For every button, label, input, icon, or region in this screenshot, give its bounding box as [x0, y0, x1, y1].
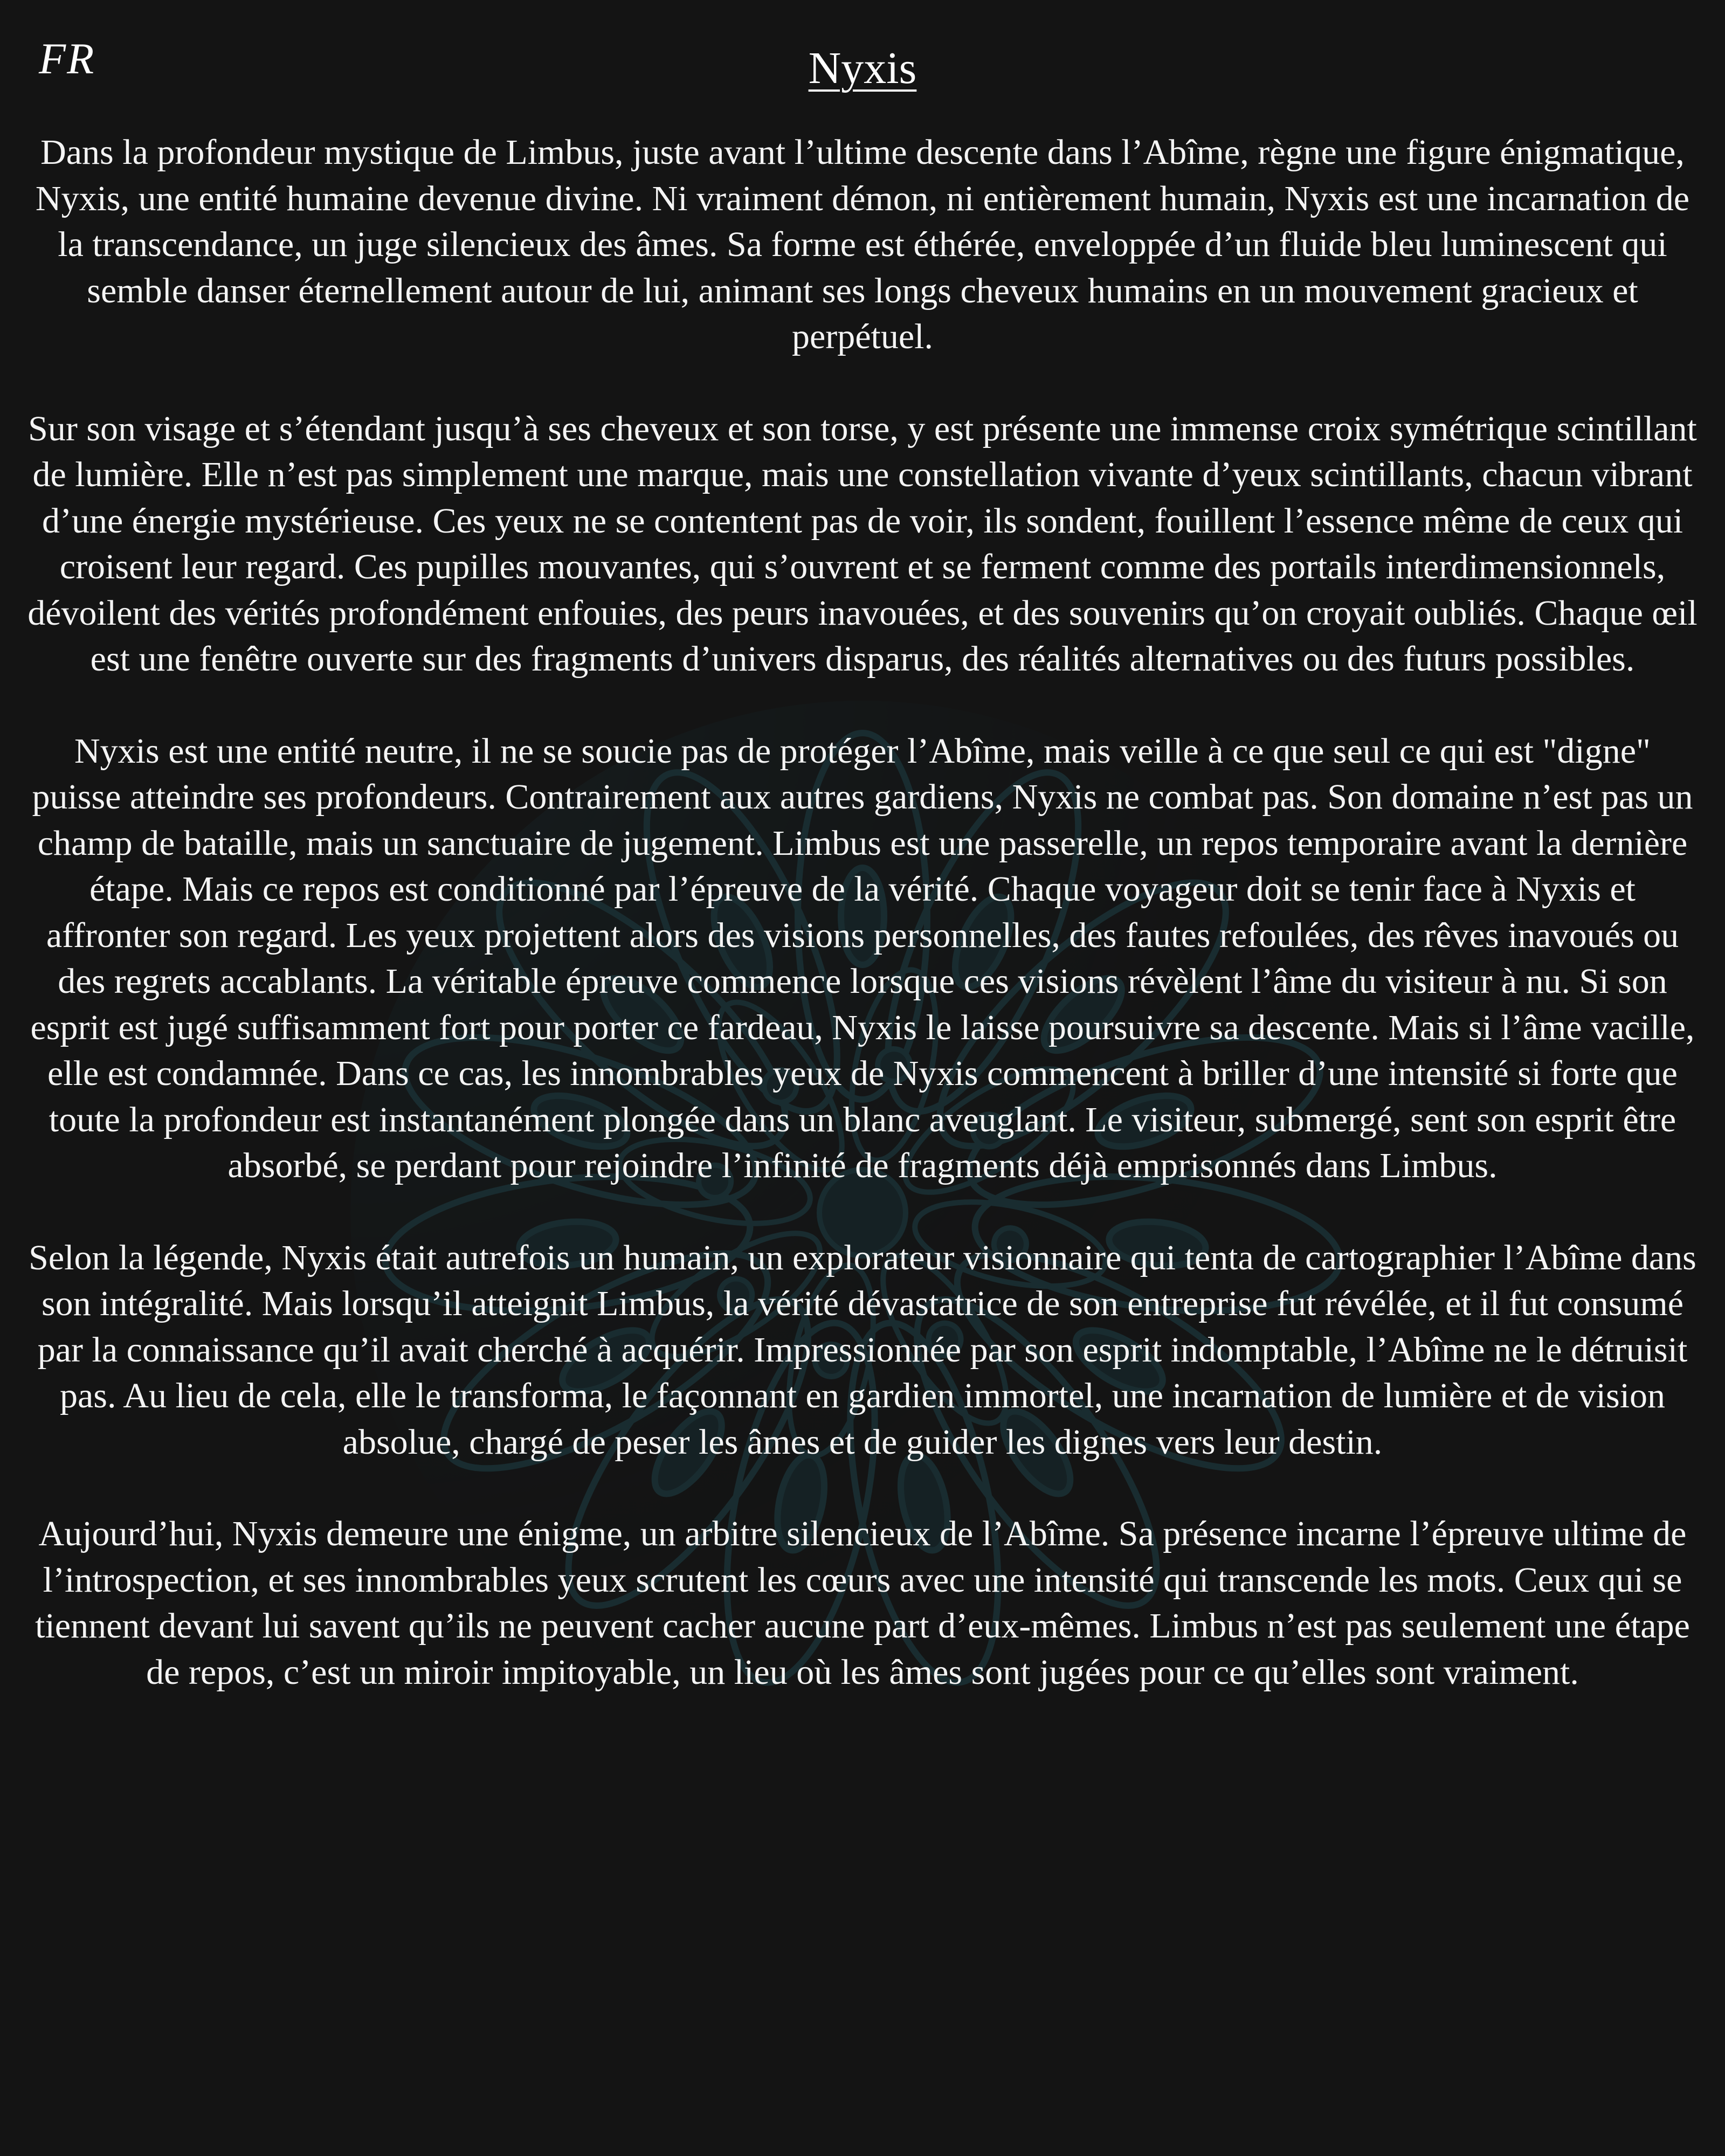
paragraph: Aujourd’hui, Nyxis demeure une énigme, un arbitre silencieux de l’Abîme. Sa présence incarne l’épreuve ultime de l’introspection, et ses innombrables yeux scrutent les cœurs avec une intensité qui transcende les mots. Ceux qui se tiennent devant lui savent qu’ils ne peuvent cacher aucune part d’eux-mêmes. Limbus n’est pas seulement une étape de repos, c’est un miroir impitoyable, un lieu où les âmes sont jugées pour ce qu’elles sont vraiment. — [35, 1514, 1690, 1692]
page-title: Nyxis — [808, 43, 917, 93]
paragraph: Sur son visage et s’étendant jusqu’à ses cheveux et son torse, y est présente une immense croix symétrique scintillant de lumière. Elle n’est pas simplement une marque, mais une constellation vivante d’yeux scintillants, chacun vibrant d’une énergie mystérieuse. Ces yeux ne se contentent pas de voir, ils sondent, fouillent l’essence même de ceux qui croisent leur regard. Ces pupilles mouvantes, qui s’ouvrent et se ferment comme des portails interdimensionnels, dévoilent des vérités profondément enfouies, des peurs inavouées, et des souvenirs qu’on croyait oubliés. Chaque œil est une fenêtre ouverte sur des fragments d’univers disparus, des réalités alternatives ou des futurs possibles. — [27, 409, 1698, 679]
paragraph: Selon la légende, Nyxis était autrefois un humain, un explorateur visionnaire qui tenta de cartographier l’Abîme dans son intégralité. Mais lorsqu’il atteignit Limbus, la vérité dévastatrice de son entreprise fut révélée, et il fut consumé par la connaissance qu’il avait cherché à acquérir. Impressionnée par son esprit indomptable, l’Abîme ne le détruisit pas. Au lieu de cela, elle le transforma, le façonnant en gardien immortel, une incarnation de lumière et de vision absolue, chargé de peser les âmes et de guider les dignes vers leur destin. — [29, 1238, 1696, 1462]
paragraph: Dans la profondeur mystique de Limbus, juste avant l’ultime descente dans l’Abîme, règne une figure énigmatique, Nyxis, une entité humaine devenue divine. Ni vraiment démon, ni entièrement humain, Nyxis est une incarnation de la transcendance, un juge silencieux des âmes. Sa forme est éthérée, enveloppée d’un fluide bleu luminescent qui semble danser éternellement autour de lui, animant ses longs cheveux humains en un mouvement gracieux et perpétuel. — [35, 133, 1690, 356]
paragraph: Nyxis est une entité neutre, il ne se soucie pas de protéger l’Abîme, mais veille à ce que seul ce qui est "digne" puisse atteindre ses profondeurs. Contrairement aux autres gardiens, Nyxis ne combat pas. Son domaine n’est pas un champ de bataille, mais un sanctuaire de jugement. Limbus est une passerelle, un repos temporaire avant la dernière étape. Mais ce repos est conditionné par l’épreuve de la vérité. Chaque voyageur doit se tenir face à Nyxis et affronter son regard. Les yeux projettent alors des visions personnelles, des fautes refoulées, des rêves inavoués ou des regrets accablants. La véritable épreuve commence lorsque ces visions révèlent l’âme du visiteur à nu. Si son esprit est jugé suffisamment fort pour porter ce fardeau, Nyxis le laisse poursuivre sa descente. Mais si l’âme vacille, elle est condamnée. Dans ce cas, les innombrables yeux de Nyxis commencent à briller d’une intensité si forte que toute la profondeur est instantanément plongée dans un blanc aveuglant. Le visiteur, submergé, sent son esprit être absorbé, se perdant pour rejoindre l’infinité de fragments déjà emprisonnés dans Limbus. — [30, 731, 1695, 1185]
article-body — [27, 129, 1698, 1741]
language-tag: FR — [39, 34, 95, 83]
